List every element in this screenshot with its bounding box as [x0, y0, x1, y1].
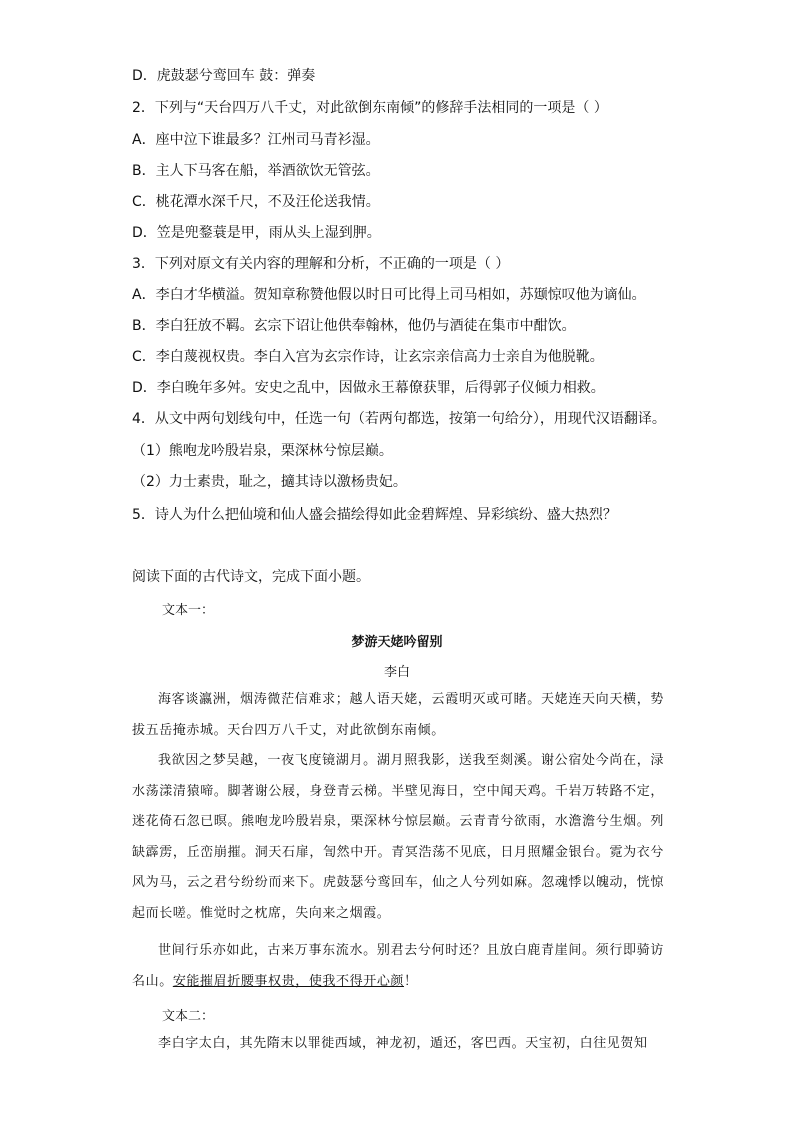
question-5-stem: 5．诗人为什么把仙境和仙人盛会描绘得如此金碧辉煌、异彩缤纷、盛大热烈？ [132, 507, 617, 523]
poem-title: 梦游天姥吟留别 [351, 635, 443, 650]
question-2-stem: 2．下列与“天台四万八千丈，对此欲倒东南倾”的修辞手法相同的一项是（ ） [132, 100, 608, 116]
text-1-label: 文本一： [162, 603, 215, 618]
question-2-option-b: B．主人下马客在船，举酒欲饮无管弦。 [132, 163, 380, 179]
question-2-option-d: D．笠是兜鍪蓑是甲，雨从头上湿到胛。 [132, 225, 381, 241]
question-1-option-d: D．虎鼓瑟兮鸾回车 鼓：弹奏 [132, 68, 316, 84]
poem-author: 李白 [383, 665, 410, 680]
question-4-sentence-1: （1）熊咆龙吟殷岩泉，栗深林兮惊层巅。 [132, 443, 393, 459]
question-4-stem: 4．从文中两句划线句中，任选一句（若两句都选，按第一句给分），用现代汉语翻译。 [132, 411, 666, 427]
poem-paragraph-3 [132, 936, 664, 997]
question-4-sentence-2: （2）力士素贵，耻之，擿其诗以激杨贵妃。 [132, 474, 407, 490]
question-2-option-a: A．座中泣下谁最多？江州司马青衫湿。 [132, 132, 380, 148]
poem-paragraph-3-start: 世间行乐亦如此，古来万事东流水。别君去兮何时还？且放白鹿青崖间。须行即骑访名山。 [132, 943, 664, 989]
underlined-sentence: 安能摧眉折腰事权贵，使我不得开心颜 [172, 973, 405, 989]
poem-paragraph-2: 我欲因之梦吴越，一夜飞度镜湖月。湖月照我影，送我至剡溪。谢公宿处今尚在，渌水荡漾清猿啼。脚著谢公屐，身登青云梯。半壁见海日，空中闻天鸡。千岩万转路不定，迷花倚石忽已暝。熊咆龙吟殷岩泉，栗深林兮惊层巅。云青青兮欲雨，水澹澹兮生烟。列缺霹雳，丘峦崩摧。洞天石扉，訇然中开。青冥浩荡不见底，日月照耀金银台。霓为衣兮风为马，云之君兮纷纷而来下。虎鼓瑟兮鸾回车，仙之人兮列如麻。忽魂悸以魄动，恍惊起而长嗟。惟觉时之枕席，失向来之烟霞。 [132, 753, 664, 921]
question-3-stem: 3．下列对原文有关内容的理解和分析，不正确的一项是（ ） [132, 256, 510, 272]
poem-paragraph-3-end: ！ [404, 973, 418, 989]
question-3-option-d: D．李白晚年多舛。安史之乱中，因做永王幕僚获罪，后得郭子仪倾力相救。 [132, 380, 605, 396]
text-2-paragraph-1: 李白字太白，其先隋末以罪徙西域，神龙初，遁还，客巴西。天宝初，白往见贺知 [158, 1036, 648, 1051]
text-2-label: 文本二： [162, 1009, 215, 1024]
question-2-option-c: C．桃花潭水深千尺，不及汪伦送我情。 [132, 194, 380, 210]
question-3-option-c: C．李白蔑视权贵。李白入宫为玄宗作诗，让玄宗亲信高力士亲自为他脱靴。 [132, 349, 604, 365]
question-3-option-b: B．李白狂放不羁。玄宗下诏让他供奉翰林，他仍与酒徒在集市中酣饮。 [132, 318, 576, 334]
question-3-option-a: A．李白才华横溢。贺知章称赞他假以时日可比得上司马相如，苏颋惊叹他为谪仙。 [132, 287, 646, 303]
poem-paragraph-1: 海客谈瀛洲，烟涛微茫信难求；越人语天姥，云霞明灭或可睹。天姥连天向天横，势拔五岳掩赤城。天台四万八千丈，对此欲倒东南倾。 [132, 692, 664, 738]
reading-intro: 阅读下面的古代诗文，完成下面小题。 [132, 569, 370, 585]
